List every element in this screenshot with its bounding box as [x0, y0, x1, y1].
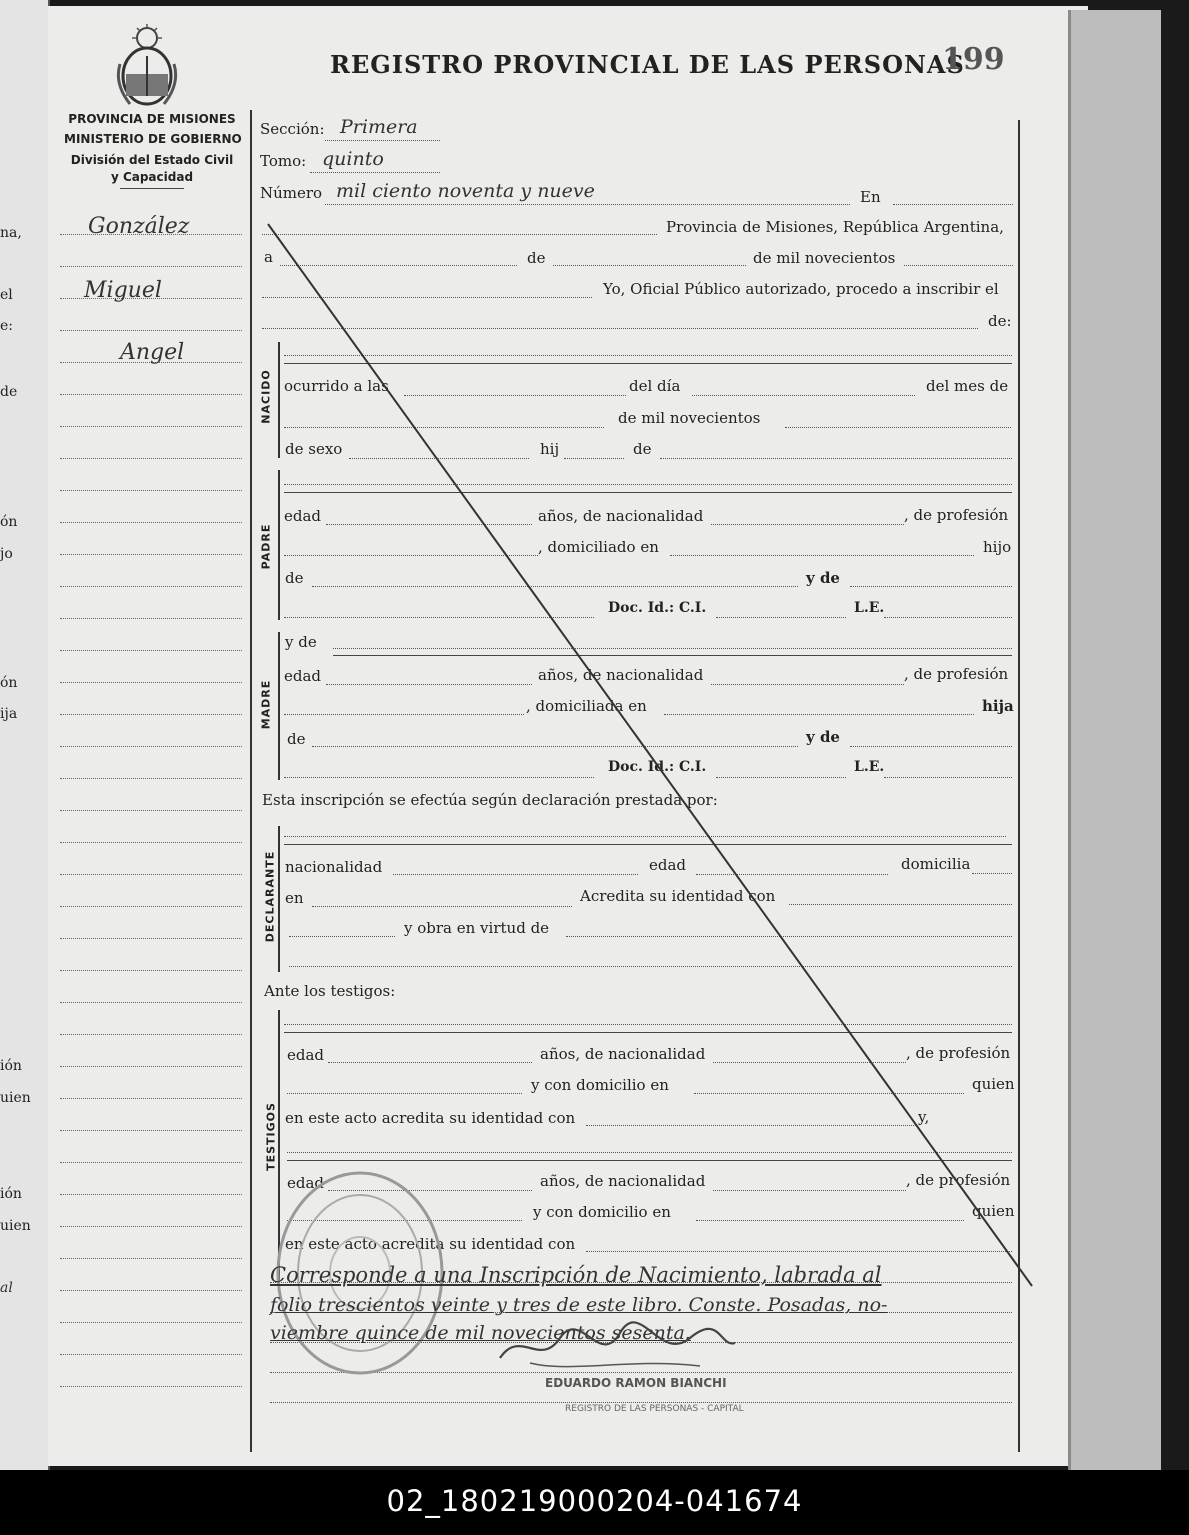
padre-doc-label: Doc. Id.: C.I. — [608, 600, 707, 616]
folio-number: 199 — [942, 42, 1005, 77]
tomo-value: quinto — [322, 148, 384, 170]
seccion-label: Sección: — [260, 120, 325, 138]
madre-de-label: de — [287, 730, 306, 748]
testigo2-domicilio: y con domicilio en — [533, 1203, 671, 1221]
ocurrido-label: ocurrido a las — [284, 377, 389, 395]
testigos-section-label: TESTIGOS — [264, 1102, 278, 1171]
testigo1-domicilio: y con domicilio en — [531, 1076, 669, 1094]
fragment: na, — [0, 225, 22, 241]
madre-hija-label: hija — [982, 697, 1014, 715]
ante-testigos-text: Ante los testigos: — [264, 982, 396, 1000]
annotation-line-3: viembre quince de mil novecientos sesenta. — [270, 1322, 691, 1344]
padre-section-label: PADRE — [259, 523, 273, 570]
division-label-2: y Capacidad — [110, 170, 194, 184]
fragment: ón — [0, 514, 18, 530]
de-mil-label: de mil novecientos — [753, 249, 896, 267]
testigo2-edad: edad — [287, 1174, 325, 1192]
division-label: División del Estado Civil — [70, 153, 234, 167]
testigo1-quien: quien — [972, 1075, 1015, 1093]
padre-hijo-label: hijo — [983, 538, 1012, 556]
testigo1-y: y, — [918, 1108, 930, 1126]
padre-edad-label: edad — [284, 507, 322, 525]
provincia-text: Provincia de Misiones, República Argentina, — [666, 218, 1004, 236]
signature-office: REGISTRO DE LAS PERSONAS - CAPITAL — [565, 1404, 744, 1414]
numero-value: mil ciento noventa y nueve — [336, 180, 595, 202]
a-label: a — [264, 248, 273, 266]
ministry-label: MINISTERIO DE GOBIERNO — [64, 132, 242, 146]
declaracion-text: Esta inscripción se efectúa según declaración prestada por: — [262, 791, 718, 809]
second-name-entry: Angel — [120, 340, 185, 365]
de-colon: de: — [988, 312, 1012, 330]
padre-y-de-label: y de — [806, 569, 840, 587]
declarante-domicilia: domicilia — [901, 855, 971, 873]
fragment: uien — [0, 1218, 31, 1234]
testigo1-edad: edad — [287, 1046, 325, 1064]
testigo2-quien: quien — [972, 1202, 1015, 1220]
madre-domiciliada-label: , domiciliada en — [526, 697, 647, 715]
madre-le-label: L.E. — [854, 759, 885, 775]
signature-name: EDUARDO RAMON BIANCHI — [545, 1376, 727, 1390]
declarante-en: en — [285, 889, 304, 907]
padre-le-label: L.E. — [854, 600, 885, 616]
fragment: jo — [0, 546, 13, 562]
padre-profesion-label: , de profesión — [904, 506, 1009, 524]
fragment: ión — [0, 1186, 22, 1202]
testigo2-acto: en este acto acredita su identidad con — [285, 1235, 576, 1253]
sexo-label: de sexo — [285, 440, 343, 458]
surname-entry: González — [88, 214, 190, 239]
footer-code: 02_180219000204-041674 — [386, 1484, 803, 1518]
madre-edad-label: edad — [284, 667, 322, 685]
testigo1-profesion: , de profesión — [906, 1044, 1011, 1062]
fragment: el — [0, 287, 13, 303]
seccion-value: Primera — [340, 116, 418, 138]
padre-de-label: de — [285, 569, 304, 587]
testigo2-profesion: , de profesión — [906, 1171, 1011, 1189]
fragment: ión — [0, 1058, 22, 1074]
fragment: e: — [0, 318, 14, 334]
madre-y-de-label: y de — [806, 728, 840, 746]
hij-label: hij — [540, 440, 560, 458]
declarante-section-label: DECLARANTE — [263, 850, 277, 943]
province-label: PROVINCIA DE MISIONES — [68, 112, 236, 126]
del-dia-label: del día — [629, 377, 681, 395]
fragment: uien — [0, 1090, 31, 1106]
testigo2-anos: años, de nacionalidad — [540, 1172, 706, 1190]
yo-oficial-text: Yo, Oficial Público autorizado, procedo a inscribir el — [603, 280, 999, 298]
fragment: al — [0, 1280, 13, 1296]
del-mes-label: del mes de — [926, 377, 1009, 395]
fragment: ija — [0, 706, 18, 722]
declarante-nacionalidad: nacionalidad — [285, 858, 383, 876]
testigo1-anos: años, de nacionalidad — [540, 1045, 706, 1063]
de-label: de — [527, 249, 546, 267]
madre-profesion-label: , de profesión — [904, 665, 1009, 683]
testigo1-acto: en este acto acredita su identidad con — [285, 1109, 576, 1127]
de-mil-label-2: de mil novecientos — [618, 409, 761, 427]
padre-anos-label: años, de nacionalidad — [538, 507, 704, 525]
fragment: ón — [0, 675, 18, 691]
annotation-line-2: folio trescientos veinte y tres de este libro. Conste. Posadas, no- — [270, 1294, 888, 1316]
declarante-acredita: Acredita su identidad con — [580, 887, 776, 905]
tomo-label: Tomo: — [260, 152, 307, 170]
numero-label: Número — [260, 184, 323, 202]
annotation-line-1: Corresponde a una Inscripción de Nacimiento, labrada al — [270, 1263, 882, 1287]
madre-doc-label: Doc. Id.: C.I. — [608, 759, 707, 775]
padre-domiciliado-label: , domiciliado en — [538, 538, 659, 556]
fragment: de — [0, 384, 18, 400]
madre-y-de-top: y de — [285, 633, 317, 651]
en-label: En — [860, 188, 881, 206]
nacido-section-label: NACIDO — [259, 369, 273, 424]
page-title: REGISTRO PROVINCIAL DE LAS PERSONAS — [330, 50, 965, 79]
madre-anos-label: años, de nacionalidad — [538, 666, 704, 684]
madre-section-label: MADRE — [259, 679, 273, 730]
declarante-obra: y obra en virtud de — [404, 919, 550, 937]
declarante-edad: edad — [649, 856, 687, 874]
first-name-entry: Miguel — [84, 278, 162, 303]
de-label-nacido: de — [633, 440, 652, 458]
